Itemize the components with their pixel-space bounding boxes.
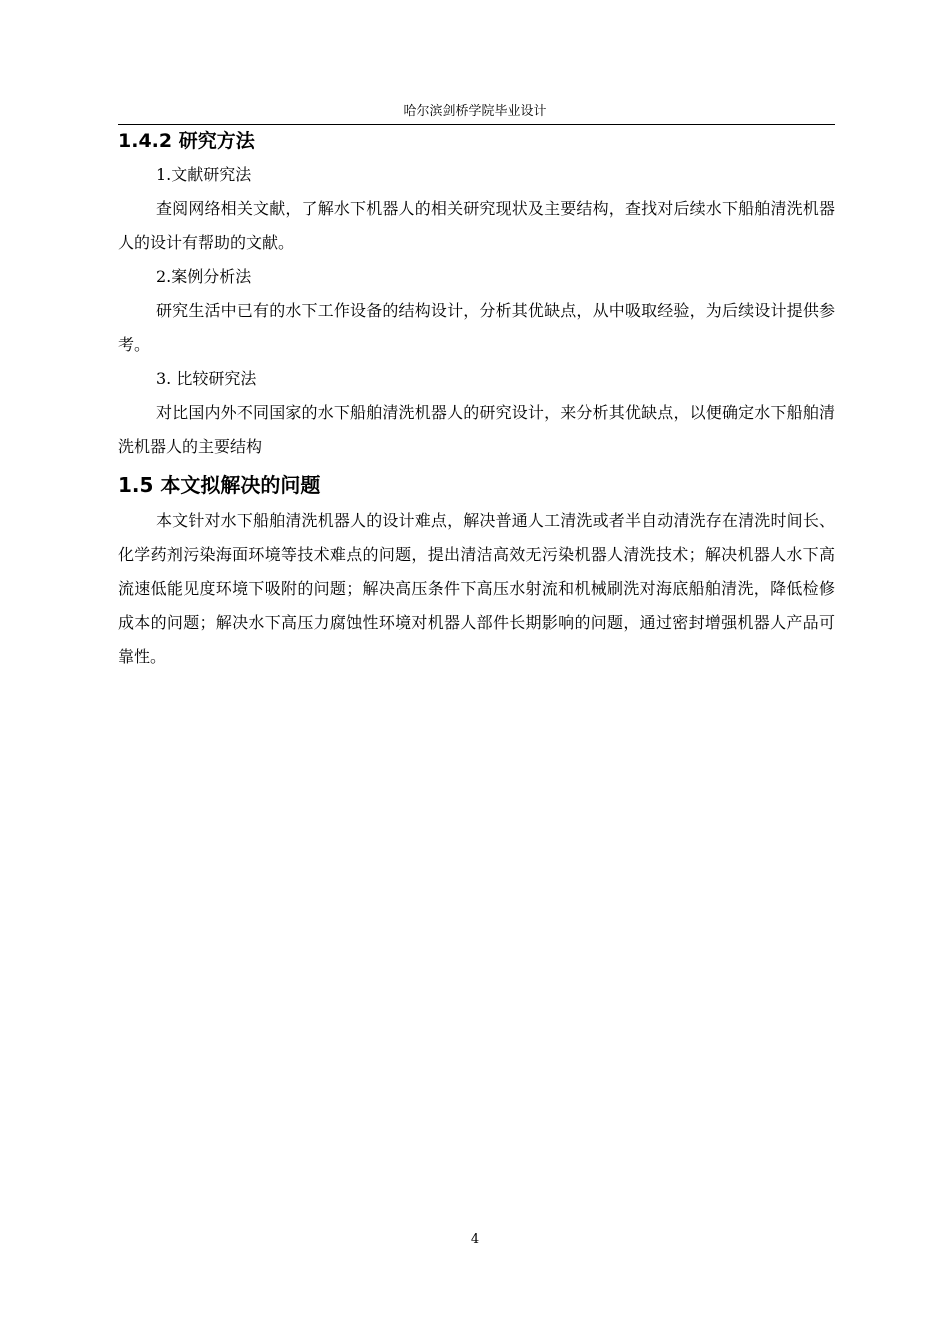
section-heading-1-4-2: 1.4.2 研究方法 [118,130,255,152]
method-title-literature: 1.文献研究法 [156,165,252,184]
running-header: 哈尔滨剑桥学院毕业设计 [403,104,547,119]
page-number: 4 [470,1232,480,1247]
method-title-case-study: 2.案例分析法 [156,267,252,286]
section-heading-1-5: 1.5 本文拟解决的问题 [118,473,321,497]
page-body [118,124,835,674]
method-body-case-study: 研究生活中已有的水下工作设备的结构设计，分析其优缺点，从中吸取经验，为后续设计提供参考。 [118,301,835,354]
method-title-comparison: 3. 比较研究法 [156,369,257,388]
method-body-literature: 查阅网络相关文献，了解水下机器人的相关研究现状及主要结构，查找对后续水下船舶清洗机器人的设计有帮助的文献。 [118,199,835,252]
method-body-comparison: 对比国内外不同国家的水下船舶清洗机器人的研究设计，来分析其优缺点，以便确定水下船舶清洗机器人的主要结构 [118,403,835,456]
section-body-1-5: 本文针对水下船舶清洗机器人的设计难点，解决普通人工清洗或者半自动清洗存在清洗时间长、化学药剂污染海面环境等技术难点的问题，提出清洁高效无污染机器人清洗技术；解决机器人水下高流速低能见度环境下吸附的问题；解决高压条件下高压水射流和机械刷洗对海底船舶清洗，降低检修成本的问题；解决水下高压力腐蚀性环境对机器人部件长期影响的问题，通过密封增强机器人产品可靠性。 [118,511,835,666]
